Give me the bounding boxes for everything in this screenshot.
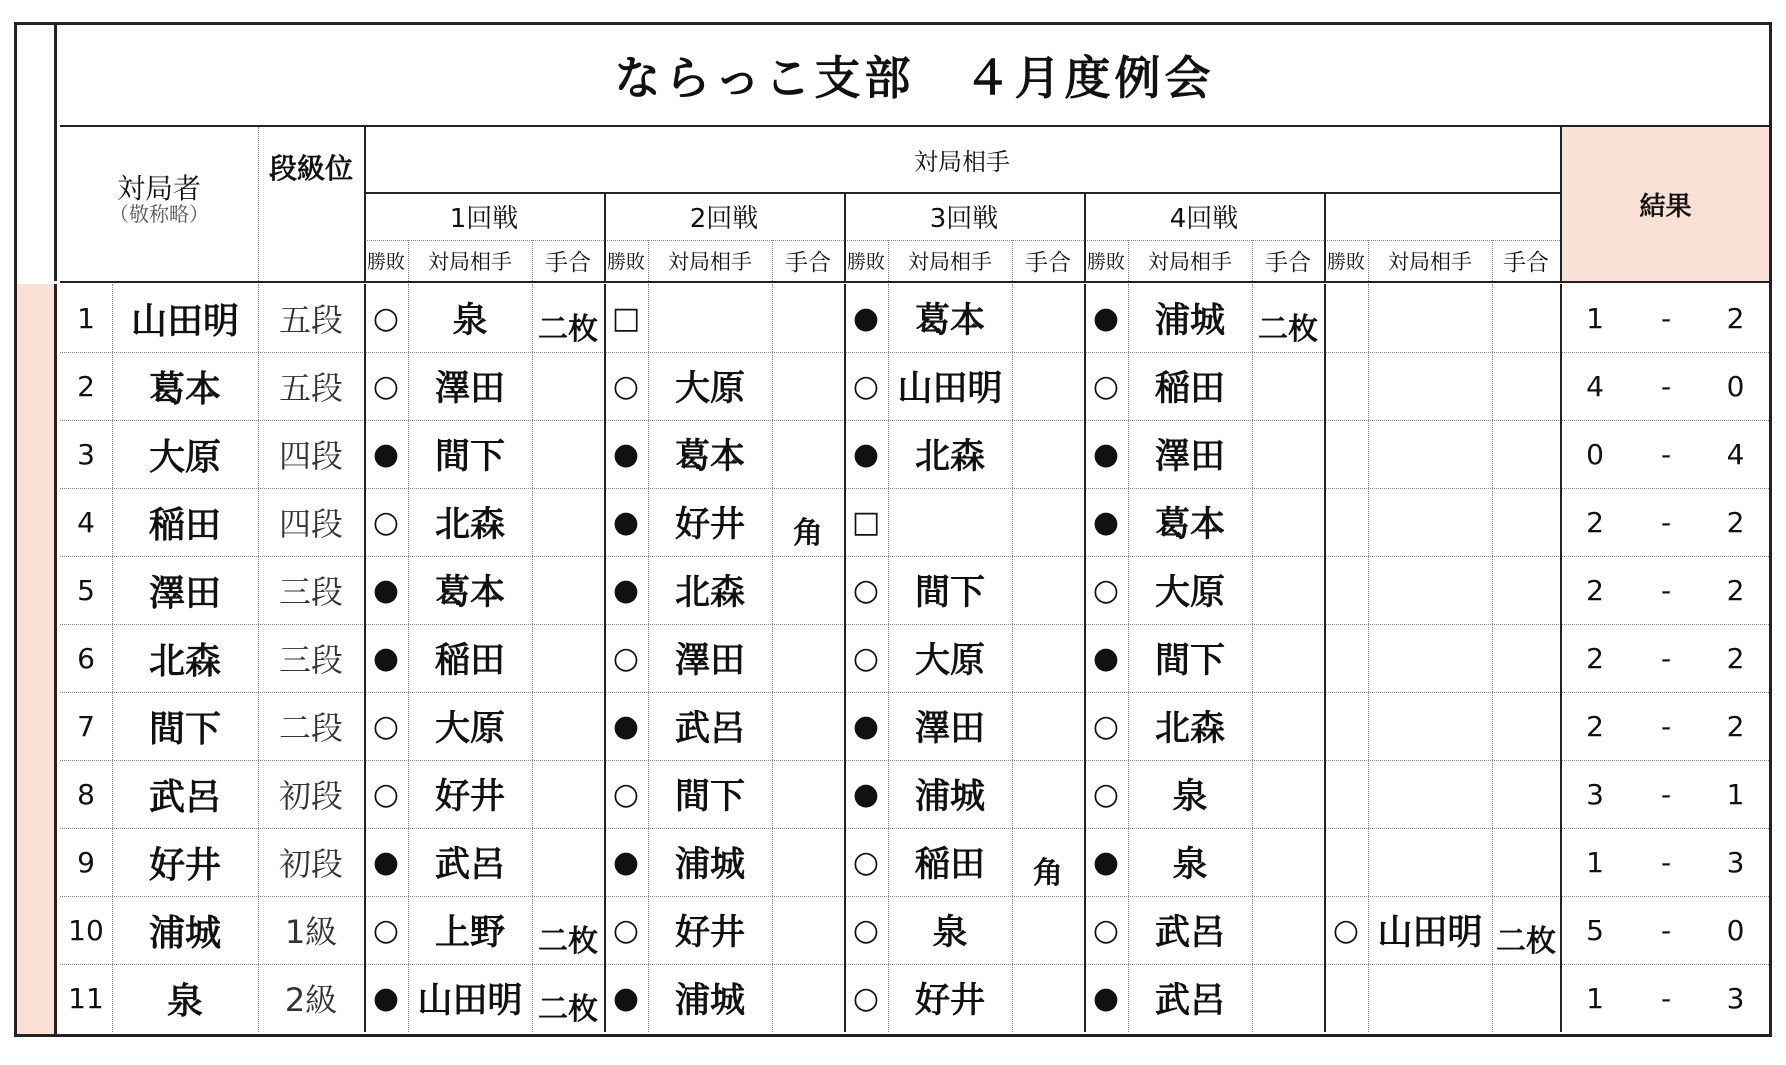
handicap	[532, 760, 604, 828]
losses: 0	[1726, 913, 1745, 947]
player-rank: 1級	[284, 913, 338, 951]
losses: 3	[1726, 845, 1745, 879]
left-margin-header	[17, 25, 57, 281]
handicap	[1492, 760, 1560, 828]
handicap	[1492, 828, 1560, 896]
player-name: 武呂	[148, 776, 221, 818]
result-dash: -	[1660, 641, 1672, 675]
losses: 2	[1726, 641, 1745, 675]
handicap: 二枚	[1496, 924, 1556, 959]
opponent-name: 北森	[434, 505, 505, 545]
result-mark: ●	[612, 844, 640, 880]
title-row	[60, 25, 1769, 127]
opponent-name: 葛本	[674, 437, 745, 477]
result-dash: -	[1660, 913, 1672, 947]
player-name: 北森	[148, 640, 221, 682]
result-mark: ●	[612, 504, 640, 540]
opponent-name: 上野	[434, 913, 505, 953]
handicap	[772, 556, 844, 624]
result-mark: ●	[612, 980, 640, 1016]
handicap-subheader: 手合	[1265, 250, 1311, 276]
losses: 4	[1726, 437, 1745, 471]
losses: 3	[1726, 981, 1745, 1015]
opponent-name: 好井	[914, 981, 985, 1021]
handicap	[1492, 488, 1560, 556]
result-mark	[1324, 420, 1368, 488]
row-number: 3	[77, 437, 95, 471]
opponent-name	[1368, 760, 1492, 828]
handicap	[1492, 556, 1560, 624]
header-vline	[1492, 240, 1493, 281]
losses: 2	[1726, 709, 1745, 743]
result-mark	[1324, 284, 1368, 352]
handicap	[1012, 896, 1084, 964]
handicap	[772, 760, 844, 828]
result-dash: -	[1660, 437, 1672, 471]
handicap	[1492, 624, 1560, 692]
rank-header: 段級位	[268, 152, 353, 185]
opponent-name: 泉	[1172, 777, 1208, 817]
handicap	[772, 828, 844, 896]
opponent-name: 稲田	[914, 845, 985, 885]
player-rank: 二段	[278, 709, 343, 747]
handicap	[1492, 352, 1560, 420]
player-rank: 五段	[278, 369, 343, 407]
opponent-name: 葛本	[1154, 505, 1225, 545]
handicap	[772, 624, 844, 692]
wins: 5	[1586, 913, 1604, 947]
player-name: 泉	[166, 980, 203, 1022]
result-mark: ○	[612, 776, 640, 812]
handicap: 二枚	[538, 312, 598, 347]
handicap	[1252, 352, 1324, 420]
opponent-name: 大原	[1154, 573, 1225, 613]
handicap	[1252, 692, 1324, 760]
opponent-name	[1368, 964, 1492, 1032]
header-vline	[364, 127, 366, 281]
opponent-name: 好井	[674, 505, 745, 545]
opponent-name: 澤田	[914, 709, 985, 749]
row-number: 9	[77, 845, 95, 879]
result-header-label: 結果	[1639, 191, 1692, 222]
result-mark: ●	[852, 300, 880, 336]
opponent-name: 葛本	[914, 301, 985, 341]
body-vline	[844, 284, 846, 1032]
opponent-name: 間下	[914, 573, 985, 613]
result-mark	[1324, 624, 1368, 692]
handicap-subheader: 手合	[1503, 250, 1549, 276]
handicap	[772, 692, 844, 760]
handicap	[772, 420, 844, 488]
result-mark: ○	[372, 708, 400, 744]
result-mark: ○	[852, 844, 880, 880]
handicap	[1492, 964, 1560, 1032]
result-mark: ○	[852, 368, 880, 404]
result-mark	[1324, 556, 1368, 624]
result-mark: ○	[852, 912, 880, 948]
player-note: （敬称略）	[109, 201, 209, 226]
result-mark: ○	[1092, 912, 1120, 948]
opponent-name: 浦城	[1154, 301, 1225, 341]
result-mark: ●	[612, 572, 640, 608]
sub-top-line	[364, 240, 1560, 241]
header-vline	[888, 240, 889, 281]
round-header-5	[1324, 192, 1560, 240]
opponent-name: 稲田	[434, 641, 505, 681]
opponent-name	[648, 284, 772, 352]
row-number: 11	[68, 981, 104, 1015]
handicap: 二枚	[538, 992, 598, 1027]
handicap	[532, 352, 604, 420]
rounds-top-line	[364, 192, 1560, 194]
losses: 2	[1726, 573, 1745, 607]
header-vline	[532, 240, 533, 281]
row-number: 10	[68, 913, 104, 947]
handicap	[1252, 556, 1324, 624]
result-mark: ●	[852, 776, 880, 812]
body-vline	[648, 284, 649, 1032]
result-mark: ○	[852, 980, 880, 1016]
result-mark: ○	[372, 504, 400, 540]
opponent-name: 北森	[1154, 709, 1225, 749]
round-header-1: 1回戦	[449, 203, 519, 234]
result-mark: ○	[612, 368, 640, 404]
body-vline	[112, 284, 113, 1032]
player-rank: 三段	[278, 641, 343, 679]
opponent-name: 稲田	[1154, 369, 1225, 409]
wl-subheader: 勝敗	[366, 251, 405, 273]
losses: 2	[1726, 301, 1745, 335]
header-vline	[1084, 192, 1086, 281]
body-vline	[1128, 284, 1129, 1032]
wl-subheader: 勝敗	[1326, 251, 1365, 273]
handicap	[1012, 284, 1084, 352]
header-vline	[648, 240, 649, 281]
player-name: 葛本	[148, 368, 221, 410]
wins: 4	[1586, 369, 1604, 403]
result-dash: -	[1660, 709, 1672, 743]
result-mark: ●	[612, 708, 640, 744]
opponent-name: 澤田	[1154, 437, 1225, 477]
result-header	[1560, 127, 1769, 281]
result-dash: -	[1660, 301, 1672, 335]
round-header-3: 3回戦	[929, 203, 999, 234]
wl-subheader: 勝敗	[846, 251, 885, 273]
wl-subheader: 勝敗	[1086, 251, 1125, 273]
opponent-name	[1368, 284, 1492, 352]
page-title: ならっこ支部 ４月度例会	[614, 51, 1215, 105]
opponent-name	[1368, 556, 1492, 624]
handicap-subheader: 手合	[785, 250, 831, 276]
result-mark: ○	[1092, 572, 1120, 608]
handicap	[1012, 488, 1084, 556]
wins: 2	[1586, 641, 1604, 675]
handicap	[532, 692, 604, 760]
opponent-name: 武呂	[674, 709, 745, 749]
handicap	[1492, 692, 1560, 760]
wins: 2	[1586, 709, 1604, 743]
losses: 0	[1726, 369, 1745, 403]
result-mark	[1324, 352, 1368, 420]
player-rank: 初段	[278, 777, 343, 815]
result-mark: ●	[1092, 640, 1120, 676]
row-number: 8	[77, 777, 95, 811]
opponent-name	[1368, 352, 1492, 420]
handicap: 二枚	[1258, 312, 1318, 347]
wins: 3	[1586, 777, 1604, 811]
player-name: 大原	[148, 436, 221, 478]
handicap-subheader: 手合	[1025, 250, 1071, 276]
body-vline	[1252, 284, 1253, 1032]
handicap: 角	[1033, 856, 1063, 891]
opponent-name: 間下	[1154, 641, 1225, 681]
opponent-name: 間下	[434, 437, 505, 477]
opponent-name: 浦城	[914, 777, 985, 817]
wins: 2	[1586, 505, 1604, 539]
handicap	[532, 420, 604, 488]
result-mark: ○	[372, 300, 400, 336]
handicap	[1252, 896, 1324, 964]
opponent-name: 大原	[674, 369, 745, 409]
handicap	[1012, 556, 1084, 624]
opponent-name: 浦城	[674, 845, 745, 885]
player-name: 山田明	[130, 300, 239, 342]
wins: 1	[1586, 981, 1604, 1015]
left-margin-body	[17, 284, 57, 1034]
result-mark: ○	[1092, 708, 1120, 744]
handicap: 二枚	[538, 924, 598, 959]
opponent-name: 葛本	[434, 573, 505, 613]
player-header: 対局者	[116, 172, 201, 205]
opponent-name: 山田明	[897, 369, 1003, 409]
opponent-name	[1368, 488, 1492, 556]
opponent-name: 泉	[1172, 845, 1208, 885]
opponent-name: 好井	[434, 777, 505, 817]
result-dash: -	[1660, 369, 1672, 403]
result-mark	[1324, 828, 1368, 896]
opponent-subheader: 対局相手	[908, 249, 992, 274]
player-rank: 四段	[278, 437, 343, 475]
opponent-name: 武呂	[1154, 981, 1225, 1021]
result-mark: ●	[1092, 504, 1120, 540]
result-mark: ●	[1092, 844, 1120, 880]
result-mark: □	[611, 300, 641, 336]
result-mark: ○	[1092, 368, 1120, 404]
body-vline	[1368, 284, 1369, 1032]
body-vline	[1492, 284, 1493, 1032]
opponent-name: 澤田	[674, 641, 745, 681]
player-rank: 四段	[278, 505, 343, 543]
wins: 0	[1586, 437, 1604, 471]
result-mark: □	[851, 504, 881, 540]
opponent-name: 澤田	[434, 369, 505, 409]
body-vline	[258, 284, 259, 1032]
opponent-name: 北森	[674, 573, 745, 613]
result-mark: ○	[372, 776, 400, 812]
opponent-name: 山田明	[417, 981, 523, 1021]
handicap	[1252, 420, 1324, 488]
opponent-name	[1368, 692, 1492, 760]
player-rank: 三段	[278, 573, 343, 611]
body-vline	[408, 284, 409, 1032]
player-rank: 五段	[278, 301, 343, 339]
opponent-name: 北森	[914, 437, 985, 477]
result-mark: ○	[852, 640, 880, 676]
handicap	[1012, 692, 1084, 760]
result-mark: ●	[372, 980, 400, 1016]
player-name: 澤田	[148, 572, 221, 614]
result-dash: -	[1660, 845, 1672, 879]
handicap	[1252, 760, 1324, 828]
handicap	[532, 624, 604, 692]
handicap	[1252, 624, 1324, 692]
player-name: 間下	[148, 708, 221, 750]
result-mark: ○	[1332, 912, 1360, 948]
result-mark: ●	[372, 844, 400, 880]
result-mark	[1324, 488, 1368, 556]
opponent-subheader: 対局相手	[1388, 249, 1472, 274]
handicap	[772, 896, 844, 964]
body-vline	[888, 284, 889, 1032]
header-vline	[258, 127, 259, 281]
row-number: 7	[77, 709, 95, 743]
opponent-name	[888, 488, 1012, 556]
handicap	[1492, 420, 1560, 488]
opponent-name: 山田明	[1377, 913, 1483, 953]
handicap	[772, 284, 844, 352]
handicap	[532, 556, 604, 624]
opponent-name: 武呂	[434, 845, 505, 885]
header-vline	[844, 192, 846, 281]
wins: 1	[1586, 845, 1604, 879]
result-mark: ●	[372, 572, 400, 608]
handicap	[532, 488, 604, 556]
opponent-name: 大原	[914, 641, 985, 681]
row-number: 2	[77, 369, 95, 403]
body-vline	[1324, 284, 1326, 1032]
result-mark: ●	[1092, 436, 1120, 472]
body-vline	[1012, 284, 1013, 1032]
opponent-name: 好井	[674, 913, 745, 953]
header-vline	[604, 192, 606, 281]
opponent-name: 泉	[452, 301, 488, 341]
result-mark: ●	[372, 436, 400, 472]
row-number: 4	[77, 505, 95, 539]
opponent-name	[1368, 624, 1492, 692]
result-dash: -	[1660, 573, 1672, 607]
header-bottom-line	[60, 281, 1769, 283]
wins: 2	[1586, 573, 1604, 607]
row-number: 5	[77, 573, 95, 607]
handicap	[1012, 964, 1084, 1032]
opponent-name	[1368, 420, 1492, 488]
opponent-subheader: 対局相手	[1148, 249, 1232, 274]
header-vline	[1128, 240, 1129, 281]
result-dash: -	[1660, 981, 1672, 1015]
opponent-subheader: 対局相手	[428, 249, 512, 274]
opponent-name	[1368, 828, 1492, 896]
header-vline	[1012, 240, 1013, 281]
body-vline	[604, 284, 606, 1032]
round-header-4: 4回戦	[1169, 203, 1239, 234]
result-mark: ●	[852, 708, 880, 744]
result-mark: ○	[612, 640, 640, 676]
result-mark	[1324, 760, 1368, 828]
body-vline	[1084, 284, 1086, 1032]
player-name: 好井	[148, 844, 221, 886]
opponents-header: 対局相手	[914, 148, 1010, 176]
result-mark: ●	[1092, 980, 1120, 1016]
result-mark: ●	[852, 436, 880, 472]
handicap	[1492, 284, 1560, 352]
result-mark: ●	[1092, 300, 1120, 336]
result-mark: ○	[372, 912, 400, 948]
handicap	[532, 828, 604, 896]
row-number: 1	[77, 301, 95, 335]
player-rank: 初段	[278, 845, 343, 883]
handicap	[1012, 624, 1084, 692]
result-mark: ○	[372, 368, 400, 404]
opponent-name: 泉	[932, 913, 968, 953]
player-name: 浦城	[148, 912, 221, 954]
row-number: 6	[77, 641, 95, 675]
opponent-name: 間下	[674, 777, 745, 817]
handicap	[772, 352, 844, 420]
body-vline	[1560, 284, 1562, 1032]
handicap	[1012, 420, 1084, 488]
losses: 2	[1726, 505, 1745, 539]
result-mark: ●	[372, 640, 400, 676]
opponent-name: 武呂	[1154, 913, 1225, 953]
result-mark: ○	[852, 572, 880, 608]
round-header-2: 2回戦	[689, 203, 759, 234]
result-dash: -	[1660, 505, 1672, 539]
handicap: 角	[793, 516, 823, 551]
handicap	[1012, 352, 1084, 420]
handicap-subheader: 手合	[545, 250, 591, 276]
opponent-name: 浦城	[674, 981, 745, 1021]
result-mark	[1324, 692, 1368, 760]
body-vline	[772, 284, 773, 1032]
handicap	[772, 964, 844, 1032]
body-vline	[532, 284, 533, 1032]
body-vline	[364, 284, 366, 1032]
header-vline	[1368, 240, 1369, 281]
header-vline	[1324, 192, 1326, 281]
handicap	[1252, 964, 1324, 1032]
opponent-name: 大原	[434, 709, 505, 749]
wins: 1	[1586, 301, 1604, 335]
losses: 1	[1726, 777, 1745, 811]
result-mark: ○	[612, 912, 640, 948]
result-mark: ●	[612, 436, 640, 472]
handicap	[1252, 488, 1324, 556]
handicap	[1252, 828, 1324, 896]
header-vline	[408, 240, 409, 281]
result-mark: ○	[1092, 776, 1120, 812]
player-rank: 2級	[284, 981, 338, 1019]
opponent-subheader: 対局相手	[668, 249, 752, 274]
handicap	[1012, 760, 1084, 828]
result-dash: -	[1660, 777, 1672, 811]
wl-subheader: 勝敗	[606, 251, 645, 273]
header-vline	[772, 240, 773, 281]
player-name: 稲田	[148, 504, 221, 546]
header-vline	[1252, 240, 1253, 281]
result-mark	[1324, 964, 1368, 1032]
